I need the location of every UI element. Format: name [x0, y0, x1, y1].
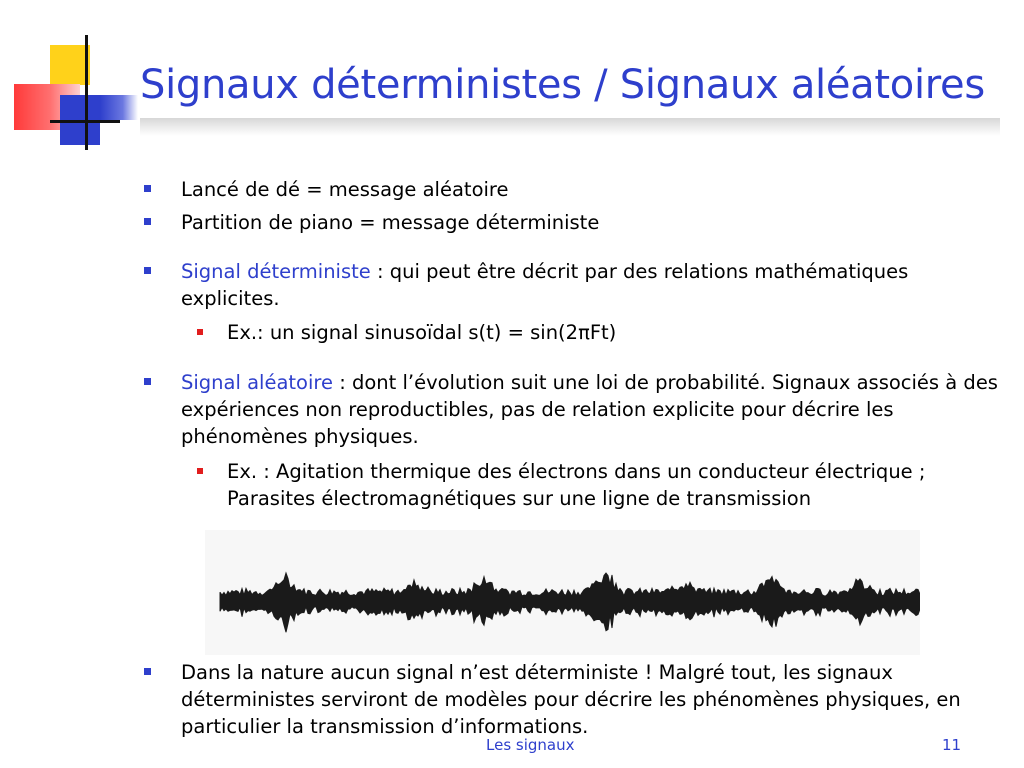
footer-label: Les signaux — [486, 736, 575, 754]
term-deterministic: Signal déterministe — [181, 260, 371, 283]
logo-blue-bar — [100, 95, 138, 120]
title-underline — [140, 118, 1000, 136]
term-random: Signal aléatoire — [181, 371, 333, 394]
sub-bullet-square-icon — [197, 468, 203, 474]
sub-bullet-text: Ex.: un signal sinusoïdal s(t) = sin(2πFt) — [227, 321, 617, 344]
bullet-item — [181, 258, 981, 312]
bullet-square-icon — [144, 668, 151, 675]
slide-title: Signaux déterministes / Signaux aléatoires — [140, 62, 985, 108]
slide-logo — [0, 0, 140, 160]
logo-yellow-square — [50, 45, 90, 85]
bullet-text: Partition de piano = message déterministe — [181, 211, 600, 234]
logo-vertical-line — [85, 35, 88, 150]
sub-bullet-square-icon — [197, 329, 203, 335]
bullet-text: : dont l’évolution suit une loi de probabilité. Signaux associés à des expériences non reproductibles, pas de relation explicite pour décrire les phénomènes physiques. — [181, 371, 998, 448]
bullet-text: Dans la nature aucun signal n’est déterministe ! Malgré tout, les signaux déterministes serviront de modèles pour décrire les phénomènes physiques, en particulier la transmission d’informations. — [181, 661, 961, 738]
sub-bullet-item — [227, 458, 947, 512]
bullet-item — [181, 209, 599, 236]
logo-horizontal-line — [50, 120, 120, 123]
page-number: 11 — [942, 736, 962, 754]
bullet-item — [181, 176, 509, 203]
bullet-item — [181, 659, 1011, 740]
bullet-item — [181, 369, 1001, 450]
bullet-square-icon — [144, 378, 151, 385]
random-signal-image — [205, 530, 920, 655]
bullet-square-icon — [144, 267, 151, 274]
bullet-text: Lancé de dé = message aléatoire — [181, 178, 509, 201]
bullet-text: : qui peut être décrit par des relations mathématiques explicites. — [181, 260, 909, 310]
sub-bullet-text: Ex. : Agitation thermique des électrons dans un conducteur électrique ; Parasites électromagnétiques sur une ligne de transmission — [227, 460, 926, 510]
bullet-square-icon — [144, 185, 151, 192]
bullet-square-icon — [144, 218, 151, 225]
sub-bullet-item — [227, 319, 616, 346]
